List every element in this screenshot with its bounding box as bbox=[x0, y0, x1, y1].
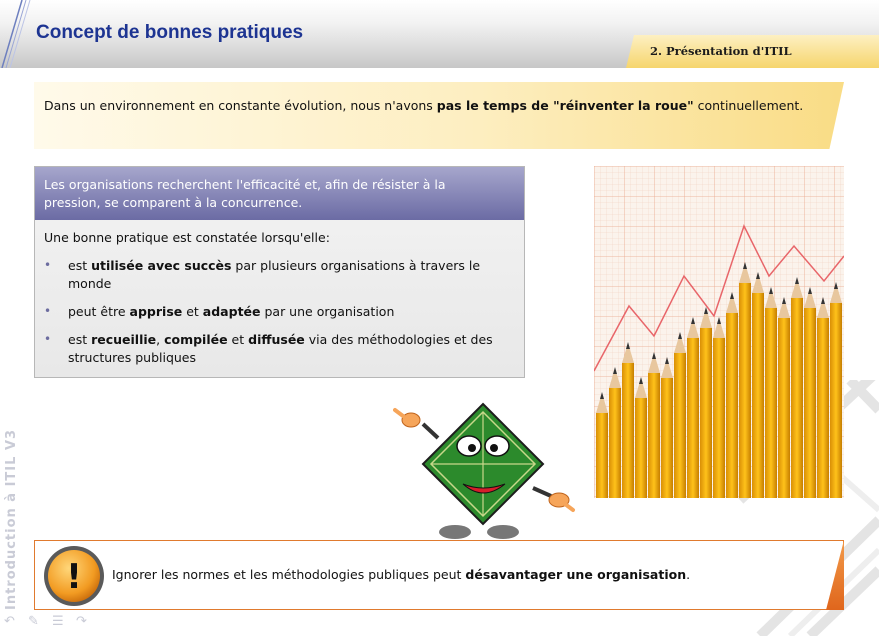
list-item-text bbox=[68, 331, 508, 366]
menu-icon[interactable]: ☰ bbox=[52, 614, 64, 629]
text-segment: et bbox=[227, 332, 249, 347]
pencil-body bbox=[830, 303, 842, 498]
pencil-body bbox=[700, 328, 712, 498]
text-segment: est bbox=[68, 258, 92, 273]
text-bold-segment: recueillie bbox=[91, 332, 157, 347]
intro-text-after: continuellement. bbox=[693, 98, 804, 113]
header-bar bbox=[0, 0, 879, 68]
warning-text-before: Ignorer les normes et les méthodologies publiques peut bbox=[112, 567, 466, 582]
pencil-body bbox=[804, 308, 816, 498]
pencil-body bbox=[596, 413, 608, 498]
text-segment: via des méthodologies et des structures publiques bbox=[68, 332, 493, 365]
list-item-text bbox=[68, 303, 508, 321]
side-course-label: Introduction à ITIL V3 bbox=[4, 428, 19, 610]
text-bold-segment: utilisée avec succès bbox=[91, 258, 232, 273]
intro-text-bold: pas le temps de "réinventer la roue" bbox=[436, 98, 694, 113]
pencil-body bbox=[687, 338, 699, 498]
text-bold-segment: adaptée bbox=[202, 304, 261, 319]
page-title: Concept de bonnes pratiques bbox=[36, 22, 304, 43]
pencil-body bbox=[739, 283, 751, 498]
pencil-body bbox=[674, 353, 686, 498]
bullet-dot: • bbox=[44, 258, 52, 272]
navigation-controls bbox=[4, 614, 94, 632]
pencil-body bbox=[609, 388, 621, 498]
pencil-body bbox=[791, 298, 803, 498]
right-hand-icon bbox=[549, 493, 573, 510]
section-label: 2. Présentation d'ITIL bbox=[650, 44, 792, 58]
pencil-body bbox=[765, 308, 777, 498]
bullet-dot: • bbox=[44, 304, 52, 318]
pencil-body bbox=[817, 318, 829, 498]
pencil-body bbox=[778, 318, 790, 498]
mascot-diamond-character bbox=[393, 400, 578, 542]
intro-banner bbox=[34, 82, 844, 149]
warning-text bbox=[112, 567, 690, 582]
edit-icon[interactable]: ✎ bbox=[28, 614, 39, 629]
exclamation-symbol: ! bbox=[66, 557, 82, 597]
text-bold-segment: apprise bbox=[129, 304, 183, 319]
text-segment: par une organisation bbox=[260, 304, 395, 319]
list-item-text bbox=[68, 257, 508, 292]
warning-text-bold: désavantager une organisation bbox=[465, 567, 687, 582]
best-practice-header-text: Les organisations recherchent l'efficacité et, afin de résister à la pression, se comparent à la concurrence. bbox=[44, 177, 446, 210]
left-hand-icon bbox=[395, 410, 420, 427]
intro-text-before: Dans un environnement en constante évolution, nous n'avons bbox=[44, 98, 437, 113]
warning-text-after: . bbox=[686, 567, 691, 582]
pencil-body bbox=[622, 363, 634, 498]
pencil-body bbox=[635, 398, 647, 498]
pencil-body bbox=[661, 378, 673, 498]
best-practice-intro: Une bonne pratique est constatée lorsqu'elle: bbox=[44, 230, 330, 245]
intro-text bbox=[44, 96, 804, 115]
back-arrow-icon[interactable]: ↶ bbox=[4, 614, 15, 629]
exclamation-icon bbox=[42, 544, 106, 608]
text-bold-segment: compilée bbox=[164, 332, 228, 347]
pencil-body bbox=[726, 313, 738, 498]
pencils-chart-image bbox=[594, 166, 844, 498]
text-segment: et bbox=[182, 304, 203, 319]
header-stripes-decoration bbox=[0, 0, 40, 68]
best-practice-header bbox=[35, 167, 524, 220]
pencil-body bbox=[713, 338, 725, 498]
text-segment: peut être bbox=[68, 304, 130, 319]
text-segment: , bbox=[156, 332, 165, 347]
text-bold-segment: diffusée bbox=[248, 332, 305, 347]
pencil-body bbox=[648, 373, 660, 498]
pencil-body bbox=[752, 293, 764, 498]
text-segment: est bbox=[68, 332, 92, 347]
text-segment: par plusieurs organisations à travers le monde bbox=[68, 258, 481, 291]
bullet-dot: • bbox=[44, 332, 52, 346]
forward-arrow-icon[interactable]: ↷ bbox=[76, 614, 87, 629]
best-practice-box bbox=[34, 166, 525, 378]
